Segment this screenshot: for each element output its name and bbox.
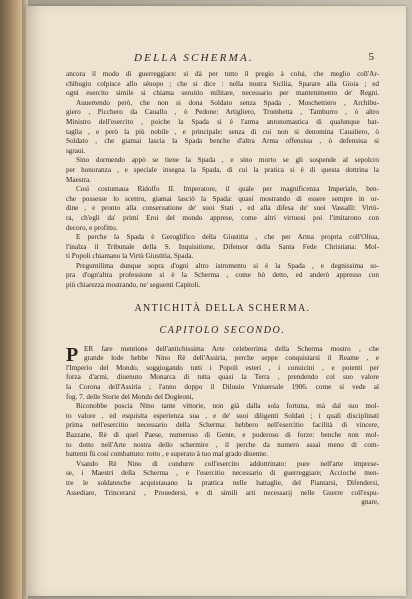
text-line: Bazzane, Rè di quel Paese, numeroso di Gente, e poderoso di forze: benche non mol- <box>66 431 379 439</box>
text-line: giero , Picchero da Cauallo , ò Pedone: Artigliero, Trombetta , Tamburro , ò altro <box>66 108 379 117</box>
paragraph-2 <box>66 99 379 157</box>
paragraph-1 <box>66 70 379 99</box>
paragraph-3 <box>66 156 379 185</box>
text-line: Maestra. <box>66 175 91 184</box>
text-line: Ministro dell'esercito , poiche la Spada si è l'arma antonomastica di qualunque bat- <box>66 117 379 126</box>
text-line: Preguntilima dunque sopra d'ogni altro istromento si è la Spada , e degnissima so- <box>76 261 379 270</box>
text-line: per honoranza , e speciale insegna la Spada, di cui la pratica si è di questa dottrina la <box>66 165 379 174</box>
drop-cap: P <box>66 343 79 366</box>
text-line: to dotto nell'Arte nostra dello schermire , il perche da numero assai meno di com- <box>66 440 379 449</box>
paragraph-4 <box>66 185 379 233</box>
text-line: prima nell'esercitio necessario della Scherma: hebbero nell'esercitio facilità di vincere, <box>66 421 379 430</box>
text-line: ancora il modo di guerreggiare: si dà per tutto il pregio à colui, che meglio coll'Ar- <box>66 70 379 78</box>
text-line: Riconobbe poscia Nino tante vittorie, non già dalla sola fortuna, mà dal suo mol- <box>76 402 379 411</box>
page-number: 5 <box>368 51 374 63</box>
paragraph-5 <box>66 233 379 262</box>
page-header <box>26 52 406 66</box>
paragraph-chapter-opening <box>66 345 379 403</box>
text-line: che possesse lo scettro, giamai lasciò la Spada: quasi mostrando di essere sempre in or- <box>66 194 379 203</box>
text-line: fog. 7. delle Storie del Mondo del Dogleoni, <box>66 392 194 401</box>
text-line: E perche la Spada è Geroglifico della Giustitia , che per Arma propria coll'Oliua, <box>76 233 379 242</box>
chapter-title: CAPITOLO SECONDO. <box>159 324 286 336</box>
text-line: Soldato , che giamai lascia la Spada benche d'altra Arma offensiua , ò defensiua si <box>66 137 379 146</box>
catchword: gnare, <box>361 498 379 507</box>
paragraph-9 <box>66 460 379 508</box>
text-line: più chiarezza mostrando, ne' seguenti Capitoli. <box>66 281 201 290</box>
text-line: sgraui. <box>66 146 86 155</box>
running-head: DELLA SCHERMA. <box>134 52 254 64</box>
text-line: l'inalza il Tribunale della S. Inquisitione, Difensor della Santa Fede Christiana: Mol- <box>66 242 379 251</box>
text-line: se, i Maestri della Scherma , e l'esercitio necessario di guerreggiare; Accioche men- <box>66 469 379 478</box>
text-line: pra d'ogn'altra professione si è la Scherma , come hò detto, ed anderò appresso con <box>66 271 379 280</box>
text-line: ti Popoli chiamano la Virtù Giustitia, Spada. <box>66 252 194 261</box>
text-line: la Corona dell'Assiria ; l'anno doppo il Diluuio Vniuersale 1906. come si vede al <box>66 383 379 392</box>
text-line: ogni esercito simile si chiama seruitio militare, necessario per mantenimento de' Regni. <box>66 89 379 98</box>
text-line: ra, ch'egli da' primi Eroi del mondo apprese, come altri virtuosi poi l'imitarono con <box>66 213 379 222</box>
text-line: Auuertendo però, che non si dona Soldato senza Spada , Moschettiero , Archibu- <box>76 98 379 107</box>
text-line: forza d'armi, diuenuto Monarca di tutta quasi la Terra , prendendo col suo valore <box>66 373 379 382</box>
text-line: battenti fù così combattuto: rotto , e superato à tuo mal grado diuenne. <box>66 450 268 459</box>
text-line: ER fare mentione dell'antichissima Arte celeberrima della Scherma mostro , che <box>84 344 379 353</box>
text-line: to valore , ed esquisita esperienza sua , e de' suoi diligenti Soldati ; i quali disciplinati <box>66 411 379 420</box>
text-line: taglia , e però la più nobile , e principale: senza di cui non si denomina Caualiero, ò <box>66 127 379 136</box>
text-line: decoro, e profitto. <box>66 223 118 232</box>
text-line: grande lode hebbe Nino Rè dell'Assiria, perche seppe conquistarsi il Reame , e <box>84 354 379 363</box>
page-body <box>66 70 379 508</box>
text-line: Vsando Rè Nino di condurre coll'esercito addottrinato: pure nell'arte imprese- <box>76 459 379 468</box>
paragraph-6 <box>66 262 379 291</box>
text-line: Assediare, Trincerarsi , Prouedersi, e di simili arti necessarij nelle Guerre coll'espu- <box>66 488 379 497</box>
text-line: Sino dormendo appò se tiene la Spada , e sino morto se gli sospende al sepolcro <box>76 156 379 165</box>
text-line: dine , e pronto alla conseruatione de' suoi Stati , ed alla difesa de' suoi Vassalli: Virtù- <box>66 204 379 213</box>
text-line: chibugio colpisce allo sèuopo ; che si dice : nella nostra Sicilia, Sparare alla Gioia ; ed <box>66 79 379 88</box>
section-title: ANTICHITÀ DELLA SCHERMA. <box>134 302 311 314</box>
text-line: l'Imperio del Mondo, soggiogando tutti i Popoli esteri , i conuicini , e potenti per <box>66 363 379 372</box>
text-line: tre le soldatesche acquistauano la prattica nelle battaglie, del Piantarsi, Difendersi, <box>66 478 379 487</box>
text-line: Così costumaua Ridolfo II. Imperatore, il quale per magnificenza Imperiale, ben- <box>76 185 379 194</box>
paragraph-8 <box>66 402 379 460</box>
book-page <box>26 6 406 596</box>
